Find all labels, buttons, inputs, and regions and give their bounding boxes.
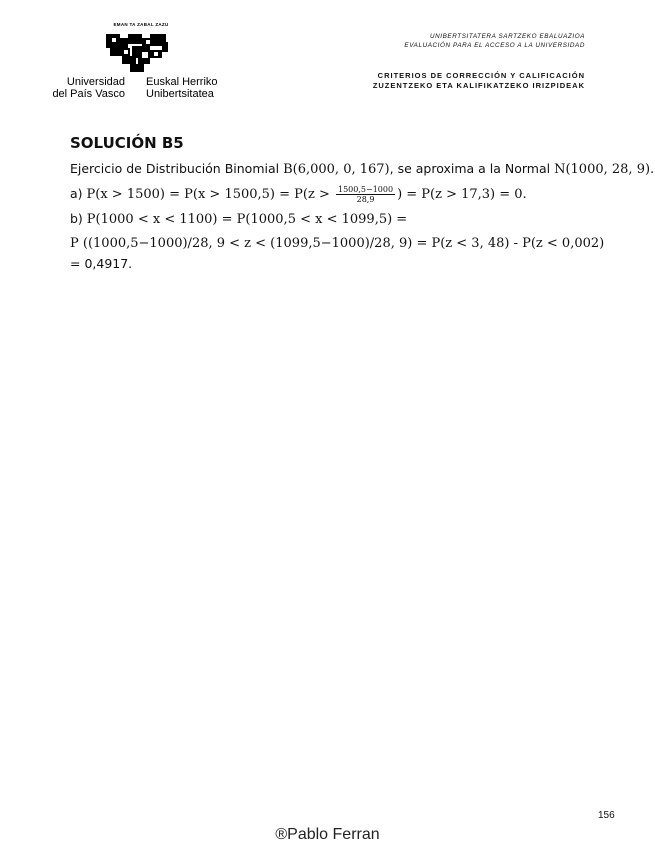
part-a-line (70, 185, 645, 204)
intro-text-1: Ejercicio de Distribución Binomial (70, 161, 284, 176)
part-b-line-1 (70, 210, 645, 229)
intro-normal-math: N(1000, 28, 9). (554, 162, 655, 177)
university-name-es-line-2: del País Vasco (52, 88, 125, 100)
solution-intro (70, 160, 655, 179)
part-b-expr-2: P ((1000,5−1000)/28, 9 < z < (1099,5−1000)/28, 9) = P(z < 3, 48) (70, 236, 510, 251)
part-a-expr-end: ) = P(z > 17,3) = 0. (397, 187, 527, 202)
intro-text-2: , se aproxima a la Normal (389, 161, 555, 176)
part-b-expr-1: P(1000 < x < 1100) = P(1000,5 < x < 1099,5) = (86, 212, 408, 227)
university-name-es-line-1: Universidad (66, 76, 125, 88)
exam-header (404, 32, 585, 50)
solution-content (70, 134, 655, 280)
copyright-footer: ®Pablo Ferran (275, 826, 380, 843)
criteria-line-spanish: CRITERIOS DE CORRECCIÓN Y CALIFICACIÓN (377, 71, 585, 80)
part-b-result: = 0,4917. (70, 256, 133, 271)
criteria-header (373, 71, 585, 91)
fraction-numerator: 1500,5−1000 (338, 185, 394, 194)
part-a-expr-start: P(x > 1500) = P(x > 1500,5) = P(z > (86, 187, 334, 202)
page-number: 156 (598, 810, 615, 821)
part-b-line-3 (70, 255, 645, 274)
university-name-eu-line-1: Euskal Herriko (146, 76, 218, 88)
part-a-label: a) (70, 186, 87, 201)
part-a-fraction (336, 185, 395, 204)
university-logo (30, 20, 250, 105)
criteria-line-basque: ZUZENTZEKO ETA KALIFIKATZEKO IRIZPIDEAK (372, 81, 585, 90)
exam-line-basque: UNIBERTSITATERA SARTZEKO EBALUAZIOA (429, 33, 585, 40)
part-b-expr-2-tail: - P(z < 0,002) (509, 236, 605, 251)
part-b-line-2 (70, 235, 645, 253)
exam-line-spanish: EVALUACIÓN PARA EL ACCESO A LA UNIVERSIDAD (404, 42, 585, 49)
university-name-basque (146, 76, 246, 100)
university-name-spanish (30, 76, 125, 100)
solution-title: SOLUCIÓN B5 (70, 134, 184, 152)
fraction-denominator: 28,9 (356, 195, 375, 204)
intro-binomial-math: B(6,000, 0, 167) (283, 162, 390, 177)
university-name-eu-line-2: Unibertsitatea (146, 88, 214, 100)
part-b-label: b) (70, 211, 87, 226)
university-emblem-icon (102, 28, 172, 72)
logo-motto: EMAN TA ZABAL ZAZU (113, 22, 169, 27)
